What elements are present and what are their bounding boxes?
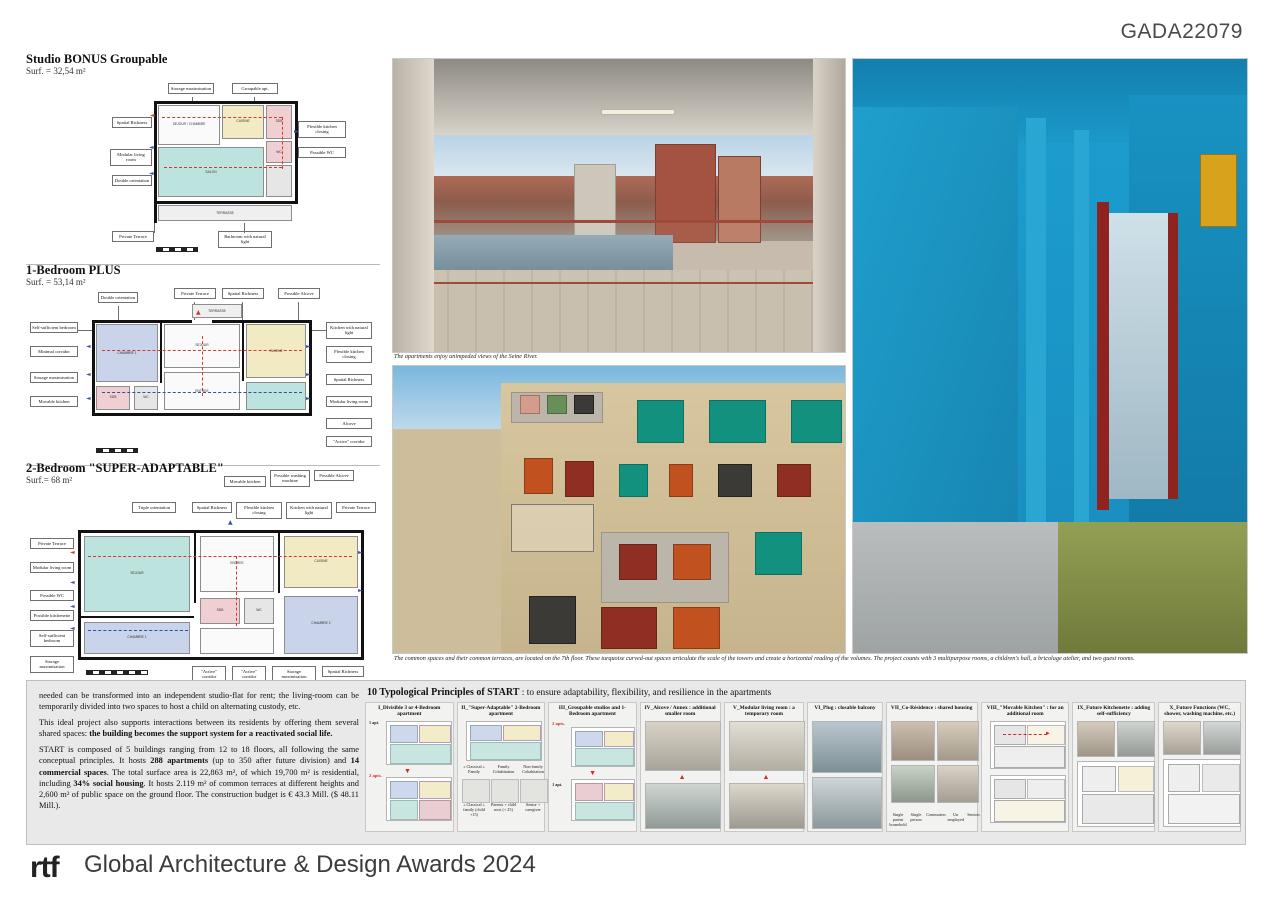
annotation-possible-washing-machine: Possible washing machine [270,470,310,486]
annotation-possible-alcove: Possible Alcove [314,470,354,481]
mini-plan [571,727,635,767]
principle-body [1161,721,1238,828]
principle-column-2 [457,702,546,832]
red-frame [1168,213,1178,498]
principle-body [643,721,718,828]
principle-body [810,721,879,828]
principles-title [367,687,1241,698]
yellow-panel [1200,154,1237,227]
room-label: CHAMBRE 2 [311,621,331,626]
stat-commercial-spaces: 14 commercial spaces [39,756,359,777]
plan-title: 1-Bedroom PLUS [26,263,121,277]
window [601,607,657,649]
shared-space-photo [891,765,935,803]
reference-code: GADA22079 [1120,20,1243,43]
description-paragraph-1: needed can be transformed into an independent studio-flat for rent; the living-room can be temporarily divided into two spaces to host a child on alternating custody, etc. [39,691,359,712]
plan-two-bedroom-super-adaptable [26,461,380,680]
annotation-storage-maximisation: Storage maximisation [30,372,78,383]
room-label: TERRASSE [208,309,226,314]
annotation-flexible-kitchen-closing: Flexible kitchen closing [298,121,346,137]
annotation-spatial-richness: Spatial Richness [326,374,372,385]
diagram-icon [520,779,548,803]
description-paragraph-3c: (up to 350 after future division) and [208,756,351,766]
room-label: SEJOUR / CHAMBRE [172,122,206,127]
description-paragraph-2: This ideal project also supports interactions between its residents by offering them several shared spaces: [39,718,359,739]
annotation-private-terrace: Private Terrace [336,502,376,513]
bathroom-photo [1163,721,1201,755]
principle-title: VI_Plug : closable balcony [814,705,876,711]
principle-title: IX_Future Kitchenette : adding self-sufficiency [1077,705,1151,718]
principle-note: 2 apts. [552,721,565,726]
annotation-active-corridor: "Active" corridor [326,436,372,447]
mini-plan [1163,759,1241,827]
window [718,464,752,498]
window [547,395,567,414]
down-arrow-icon: ▼ [589,769,597,777]
footer-award-title: Global Architecture & Design Awards 2024 [84,851,536,878]
annotation-spatial-richness: Spatial Richness [222,288,264,299]
ceiling-lamp [601,109,675,115]
principle-note: 1 apt. [369,720,380,725]
room-label: SEJOUR [130,571,144,576]
project-description-text [39,690,359,811]
principle-title: II_"Super-Adaptable" 2-Bedroom apartment [461,705,541,718]
shared-space-photo [937,721,979,761]
plan-surface: Surf.= 68 m² [26,475,73,486]
principle-note: Parents + child next (+ 25) [490,802,517,812]
principle-title: V_Modular living room : a temporary room [733,705,795,718]
annotation-minimal-corridor: Minimal corridor [30,346,78,357]
principle-body [460,721,543,828]
plan-scale-bar [96,448,138,453]
principle-title: IV_Alcove / Annex : additional smaller room [644,705,716,718]
annotation-storage-maximisation: Storage maximisation [168,83,214,94]
shared-space-photo [937,765,979,803]
mini-plan [990,775,1066,823]
annotation-private-terrace: Private Terrace [30,538,74,549]
annotation-spatial-richness: Spatial Richness [112,117,152,128]
one-bedroom-floor-plan-drawing: CHAMBRE 1 SEJOUR CUISINE SDB WC ENTREE TERRASSE ◄ ◄ ◄ ► ► ► ▲ [92,320,312,438]
description-paragraph-3e: . The total surface area is 22,863 m², of which 19,700 m² is residential, including [39,767,359,788]
pillar [1074,130,1090,522]
annotation-triple-orientation: Triple orientation [132,502,176,513]
annotation-possible-wc: Possible WC [298,147,346,158]
principle-title: I_Divisible 3 or 4-Bedroom apartment [378,705,441,718]
up-arrow-icon: ▲ [678,773,686,781]
description-paragraph-2-bold: the building becomes the support system for a reactivated social life. [89,729,333,739]
window [673,607,720,649]
room-label: SEJOUR [195,343,209,348]
photo-balcony-seine-view [392,58,846,353]
room-label: ENTREE [230,561,244,566]
principles-title-bold: 10 Typological Principles of START [367,687,520,698]
principle-body [889,721,980,828]
mini-plan [466,721,542,761]
annotation-movable-kitchen: Movable kitchen [224,476,266,487]
mini-plan [571,779,635,821]
caption-facade: The common spaces and their common terraces, are located on the 7th floor. These turquoise curved-out spaces articulate the scale of the towers and create a horizontal reading of the volumes. The project counts with 3 multipurpose rooms, a children's hall, a bricolage atelier, and two guest rooms. [394,655,1135,662]
room-label: SDB [109,395,117,400]
window [777,464,811,498]
principle-column-8 [981,702,1070,832]
leader-line [312,330,326,331]
annotation-kitchen-natural-light: Kitchen with natural light [326,322,372,338]
window [524,458,553,494]
annotation-modular-living-room: Modular living room [326,396,372,407]
annotation-flexible-kitchen-closing: Flexible kitchen closing [236,502,282,518]
room-label: CUISINE [269,349,283,354]
studio-floor-plan-drawing: SEJOUR / CHAMBRE CUISINE SDB SALON WC TERRASSE ◄ ◄ ◄ ► [154,101,298,223]
principle-title: VII_Co-Résidence : shared housing [890,705,973,711]
glazing [1109,213,1168,498]
annotation-modular-living-room: Modular living room [110,149,152,165]
principles-title-rest: : to ensure adaptability, flexibility, and resilience in the apartments [519,688,772,698]
principle-column-4 [640,702,721,832]
principle-column-6 [807,702,882,832]
room-label: CHAMBRE 1 [117,351,137,356]
annotation-movable-kitchen: Movable kitchen [30,396,78,407]
principle-title: III_Groupable studios and 1-Bedroom apartment [558,705,626,718]
plan-scale-bar [86,670,148,675]
kitchenette-photo [1117,721,1155,757]
stat-social-housing: 34% social housing [73,778,144,788]
annotation-double-orientation: Double orientation [98,292,138,303]
room-label: ENTREE [195,389,209,394]
room-label: SDB [275,119,283,124]
blue-wall-left [853,107,1018,582]
room-label: WC [256,608,262,613]
window [673,544,711,580]
teal-loggia [637,400,684,442]
principle-body [551,721,634,828]
annotation-possible-wc: Possible WC [30,590,74,601]
annotation-bathroom-natural-light: Bathroom with natural light [218,231,272,247]
grass [1058,522,1247,653]
down-arrow-icon: ▼ [404,767,411,775]
plan-scale-bar [156,247,198,252]
window [619,464,648,498]
annotation-double-orientation: Double orientation [112,175,152,186]
annotation-possible-alcove: Possible Alcove [278,288,320,299]
plan-studio-bonus [26,52,380,257]
principle-note: Senior + caregiver [525,802,541,812]
floor-plans-column [26,52,380,682]
room-label: WC [276,150,282,155]
description-paragraph-3g: . It hosts 2.119 m² of common terraces at different heights and 2,600 m² of public space on the ground floor. The construction budget is € 43.3 Mill. ($ 48.11 Mill.). [39,778,359,810]
mini-plan [1077,761,1155,827]
principle-column-9 [1072,702,1155,832]
diagram-icon [491,779,519,803]
principle-body [984,721,1067,828]
user-type-label: Single parent household [889,812,907,827]
room-label: CUISINE [314,559,328,564]
leader-line [298,302,299,320]
annotation-spatial-richness: Spatial Richness [322,666,364,677]
photo-blue-corridor [852,58,1248,654]
annotation-kitchen-natural-light: Kitchen with natural light [286,502,332,518]
leader-line [242,302,243,320]
principle-note: Non-family Cohabitation [522,764,544,774]
annotation-private-terrace: Private Terrace [174,288,216,299]
description-paragraph-3a: START is composed of 5 buildings ranging from 12 to 18 floors, all following the same conceptual principles. It hosts [39,745,359,766]
teal-loggia [755,532,802,574]
user-type-label: Un employed [947,812,965,822]
mini-plan [386,777,452,821]
diagram-icon [462,779,490,803]
pillar [1026,118,1046,546]
interior-photo [729,783,805,829]
principle-column-3 [548,702,637,832]
teal-loggia [791,400,843,442]
red-frame [1097,202,1109,511]
interior-photo [729,721,805,771]
footer [0,845,1273,900]
concrete-ceiling [393,59,845,135]
interior-photo [645,721,721,771]
room-label: SDB [216,608,224,613]
annotation-groupable-apt: Groupable apt. [232,83,278,94]
annotation-storage-maximisation: Storage maximisation [272,666,316,682]
annotation-possible-kitchenette: Possible kitchenette [30,610,74,621]
balcony [511,504,594,552]
bottom-information-band [26,680,1246,845]
annotation-self-sufficient-bedroom: Self-sufficient bedroom [30,322,78,333]
user-type-label: Single person [910,812,922,822]
annotation-active-corridor: "Active" corridor [192,666,226,682]
user-type-label: Commuters [926,812,946,817]
principle-column-5 [724,702,805,832]
principle-column-10 [1158,702,1241,832]
principle-title: X_Future Functions (WC, shower, washing machine, etc.) [1164,705,1235,718]
annotation-spatial-richness: Spatial Richness [192,502,232,513]
plan-surface: Surf. = 53,14 m² [26,277,86,288]
principle-note: 2 apts. [369,773,382,778]
annotation-private-terrace: Private Terrace [112,231,154,242]
balcony-photo [812,777,882,829]
teal-loggia [709,400,765,442]
window [619,544,657,580]
bathroom-photo [1203,721,1241,755]
window [565,461,594,497]
room-label: CHAMBRE 1 [127,635,147,640]
room-label: TERRASSE [216,211,234,216]
room-label: WC [143,395,149,400]
balcony-railing [393,220,845,284]
stat-apartments: 288 apartments [150,756,209,766]
leader-line [78,330,92,331]
window [529,596,576,644]
window [574,395,594,414]
annotation-self-sufficient-bedroom: Self-sufficient bedroom [30,630,74,646]
kitchenette-photo [1077,721,1115,757]
annotation-storage-maximisation: Storage maximisation [30,656,74,672]
user-type-label: Seniors [967,812,980,817]
shared-space-photo [891,721,935,761]
annotation-flexible-kitchen-closing: Flexible kitchen closing [326,346,372,362]
principle-body [727,721,802,828]
mini-plan [386,721,452,765]
principle-column-7 [886,702,978,832]
principle-note: 1 apt. [552,782,563,787]
annotation-active-corridor: "Active" corridor [232,666,266,682]
principle-title: VIII_"Movable Kitchen" : for an additional room [986,705,1064,718]
plan-title: 2-Bedroom "SUPER-ADAPTABLE" [26,461,224,475]
room-label: CUISINE [236,119,250,124]
annotation-alcove: Alcove [326,418,372,429]
annotation-modular-living-room: Modular living room [30,562,74,573]
principle-note: « Classical » family (child +15) [463,802,485,817]
window [669,464,694,498]
plan-one-bedroom-plus [26,263,380,455]
principles-grid [365,702,1241,832]
rtf-logo: rtf [30,851,59,884]
principle-body [1075,721,1152,828]
interior-photo [645,783,721,829]
plan-title: Studio BONUS Groupable [26,52,168,66]
concrete-column-left [393,59,434,352]
typological-principles-section [365,687,1241,832]
caption-balcony: The apartments enjoy unimpeded views of the Seine River. [394,353,538,360]
plan-surface: Surf. = 32,54 m² [26,66,86,77]
mini-plan: ► [990,721,1066,769]
room-label: SALON [205,170,217,175]
balcony-photo [812,721,882,773]
principle-body [368,721,451,828]
principle-note: « Classical » Family [463,764,485,774]
principle-note: Family Cohabitation [492,764,515,774]
photo-facade-terraces [392,365,846,654]
up-arrow-icon: ▲ [762,773,770,781]
principle-column-1 [365,702,454,832]
concrete-column-right [813,59,845,352]
two-bedroom-floor-plan-drawing: SEJOUR ENTREE CUISINE CHAMBRE 1 CHAMBRE 2 SDB WC ◄ ◄ ◄ ◄ ► ► ▲ [78,530,364,660]
window [520,395,540,414]
